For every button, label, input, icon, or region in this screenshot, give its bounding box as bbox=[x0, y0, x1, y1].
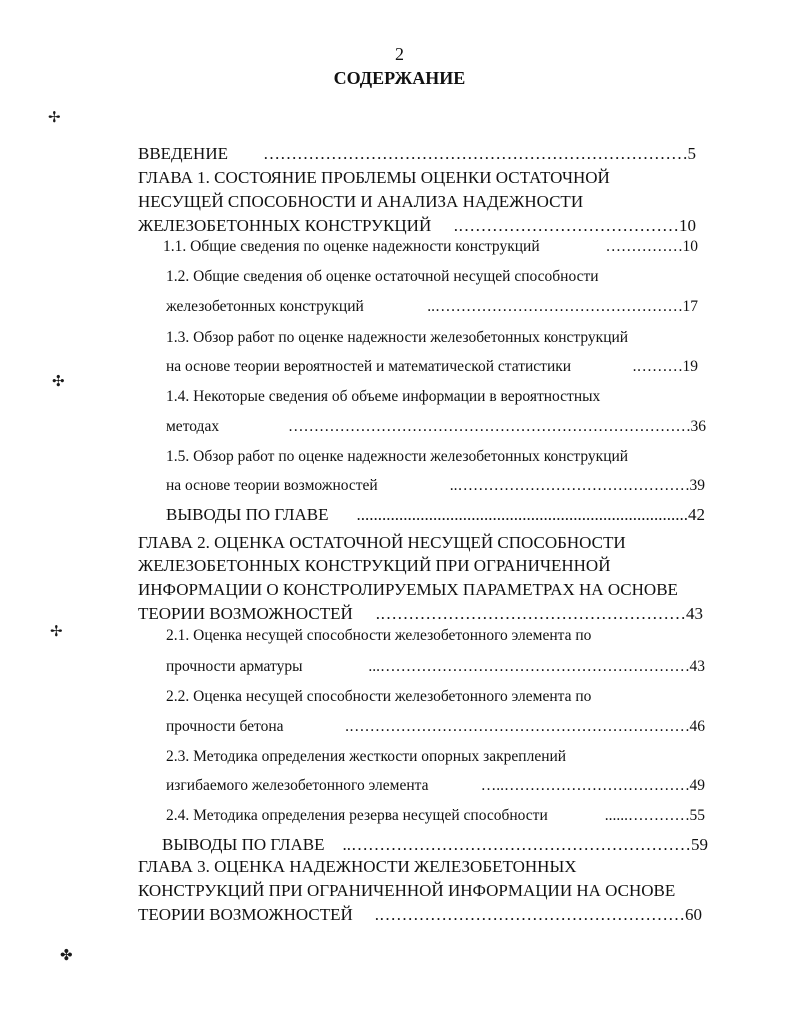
toc-entry-text: прочности арматуры bbox=[166, 658, 303, 675]
toc-entry-text: на основе теории возможностей bbox=[166, 477, 378, 494]
toc-leader-dots: ………………………………………….. bbox=[427, 298, 683, 315]
toc-leader-dots: …………………………………………………….. bbox=[342, 835, 691, 854]
toc-entry-text: 2.3. Методика определения жесткости опорных закреплений bbox=[166, 748, 567, 765]
toc-entry-line bbox=[0, 325, 799, 351]
toc-page-number: 49 bbox=[689, 777, 705, 794]
toc-entry-line bbox=[0, 553, 799, 579]
toc-entry bbox=[0, 294, 799, 320]
toc-page-number: 10 bbox=[679, 216, 696, 235]
toc-entry bbox=[0, 234, 799, 260]
toc-leader-dots: …………………………………………………………. bbox=[345, 718, 690, 735]
toc-entry bbox=[0, 502, 799, 528]
toc-entry-text: 2.4. Методика определения резерва несущей способности bbox=[166, 807, 548, 824]
toc-page-number: 46 bbox=[689, 718, 705, 735]
toc-entry-text: 1.1. Общие сведения по оценке надежности конструкций bbox=[163, 238, 540, 255]
toc-entry-text: ЖЕЛЕЗОБЕТОННЫХ КОНСТРУКЦИЙ ПРИ ОГРАНИЧЕННОЙ bbox=[138, 556, 611, 575]
toc-page-number: 36 bbox=[690, 418, 706, 435]
toc-entry-text: 1.3. Обзор работ по оценке надежности железобетонных конструкций bbox=[166, 329, 629, 346]
toc-entry-text: железобетонных конструкций bbox=[166, 298, 364, 315]
toc-entry-line bbox=[0, 165, 799, 191]
toc-entry-text: ГЛАВА 1. СОСТОЯНИЕ ПРОБЛЕМЫ ОЦЕНКИ ОСТАТОЧНОЙ bbox=[138, 168, 610, 187]
toc-entry bbox=[0, 714, 799, 740]
toc-entry-line bbox=[0, 189, 799, 215]
toc-entry bbox=[0, 654, 799, 680]
toc-entry-text: 1.5. Обзор работ по оценке надежности железобетонных конструкций bbox=[166, 448, 629, 465]
toc-entry bbox=[0, 803, 799, 829]
toc-entry-line bbox=[0, 264, 799, 290]
toc-entry-text: НЕСУЩЕЙ СПОСОБНОСТИ И АНАЛИЗА НАДЕЖНОСТИ bbox=[138, 192, 584, 211]
toc-leader-dots: ………. bbox=[632, 358, 683, 375]
toc-entry-text: ЖЕЛЕЗОБЕТОННЫХ КОНСТРУКЦИЙ bbox=[138, 216, 432, 235]
toc-entry-text: ИНФОРМАЦИИ О КОНСТРОЛИРУЕМЫХ ПАРАМЕТРАХ НА ОСНОВЕ bbox=[138, 580, 678, 599]
toc-entry bbox=[0, 773, 799, 799]
toc-leader-dots: ……………………………………….. bbox=[449, 477, 690, 494]
toc-entry-text: 1.2. Общие сведения об оценке остаточной несущей способности bbox=[166, 268, 599, 285]
toc-page-number: 43 bbox=[686, 604, 703, 623]
toc-entry-line bbox=[0, 577, 799, 603]
toc-entry-text: ВЫВОДЫ ПО ГЛАВЕ bbox=[166, 505, 329, 524]
toc-leader-dots: …………...... bbox=[604, 807, 690, 824]
toc-leader-dots: ………………………………………………. bbox=[375, 604, 686, 623]
toc-entry-text: КОНСТРУКЦИЙ ПРИ ОГРАНИЧЕННОЙ ИНФОРМАЦИИ НА ОСНОВЕ bbox=[138, 881, 676, 900]
toc-entry-text: изгибаемого железобетонного элемента bbox=[166, 777, 429, 794]
toc-entry-text: на основе теории вероятностей и математической статистики bbox=[166, 358, 572, 375]
toc-leader-dots: ………………………………..… bbox=[480, 777, 690, 794]
scan-mark: ✤ bbox=[60, 946, 73, 964]
toc-entry-line bbox=[0, 623, 799, 649]
toc-entry bbox=[0, 141, 799, 167]
toc-entry-text: 2.1. Оценка несущей способности железобетонного элемента по bbox=[166, 627, 592, 644]
toc-leader-dots: ………………………………………………………………… bbox=[263, 144, 688, 163]
scan-mark: ✢ bbox=[48, 108, 61, 126]
page-number: 2 bbox=[395, 44, 404, 64]
toc-entry-line bbox=[0, 384, 799, 410]
toc-page-number: 5 bbox=[687, 144, 696, 163]
toc-leader-dots: …………………………………………………………………… bbox=[288, 418, 691, 435]
toc-leader-dots: ……………………………………………………... bbox=[368, 658, 690, 675]
toc-entry-line bbox=[0, 684, 799, 710]
toc-entry-text: 1.4. Некоторые сведения об объеме информации в вероятностных bbox=[166, 388, 601, 405]
toc-entry-text: 2.2. Оценка несущей способности железобетонного элемента по bbox=[166, 688, 592, 705]
toc-leader-dots: …………… bbox=[605, 238, 683, 255]
toc-entry-line bbox=[0, 444, 799, 470]
toc-entry bbox=[0, 414, 799, 440]
toc-page-number: 43 bbox=[689, 658, 705, 675]
toc-entry bbox=[0, 473, 799, 499]
toc-page-number: 10 bbox=[682, 238, 698, 255]
toc-entry bbox=[0, 354, 799, 380]
toc-leader-dots: .............................................................................. bbox=[356, 505, 688, 524]
toc-entry bbox=[0, 902, 799, 928]
scan-mark: ✢ bbox=[50, 622, 63, 640]
toc-entry-text: ВЫВОДЫ ПО ГЛАВЕ bbox=[162, 835, 325, 854]
toc-entry-text: ТЕОРИИ ВОЗМОЖНОСТЕЙ bbox=[138, 604, 353, 623]
toc-entry-text: ВВЕДЕНИЕ bbox=[138, 144, 228, 163]
page-title: СОДЕРЖАНИЕ bbox=[333, 68, 466, 88]
toc-entry-text: ТЕОРИИ ВОЗМОЖНОСТЕЙ bbox=[138, 905, 353, 924]
toc-entry-text: методах bbox=[166, 418, 220, 435]
toc-entry-line bbox=[0, 854, 799, 880]
toc-page-number: 42 bbox=[688, 505, 705, 524]
toc-page-number: 19 bbox=[682, 358, 698, 375]
toc-page-number: 60 bbox=[685, 905, 702, 924]
scan-mark: ✣ bbox=[52, 372, 65, 390]
toc-entry-text: прочности бетона bbox=[166, 718, 284, 735]
toc-page-number: 17 bbox=[682, 298, 698, 315]
toc-entry-line bbox=[0, 878, 799, 904]
toc-leader-dots: ………………………………………………. bbox=[374, 905, 685, 924]
toc-leader-dots: …………………………………. bbox=[453, 216, 679, 235]
toc-entry-text: ГЛАВА 2. ОЦЕНКА ОСТАТОЧНОЙ НЕСУЩЕЙ СПОСОБНОСТИ bbox=[138, 533, 626, 552]
toc-page-number: 59 bbox=[691, 835, 708, 854]
toc-entry-line bbox=[0, 744, 799, 770]
toc-page-number: 55 bbox=[689, 807, 705, 824]
toc-page-number: 39 bbox=[689, 477, 705, 494]
toc-entry-text: ГЛАВА 3. ОЦЕНКА НАДЕЖНОСТИ ЖЕЛЕЗОБЕТОННЫХ bbox=[138, 857, 577, 876]
